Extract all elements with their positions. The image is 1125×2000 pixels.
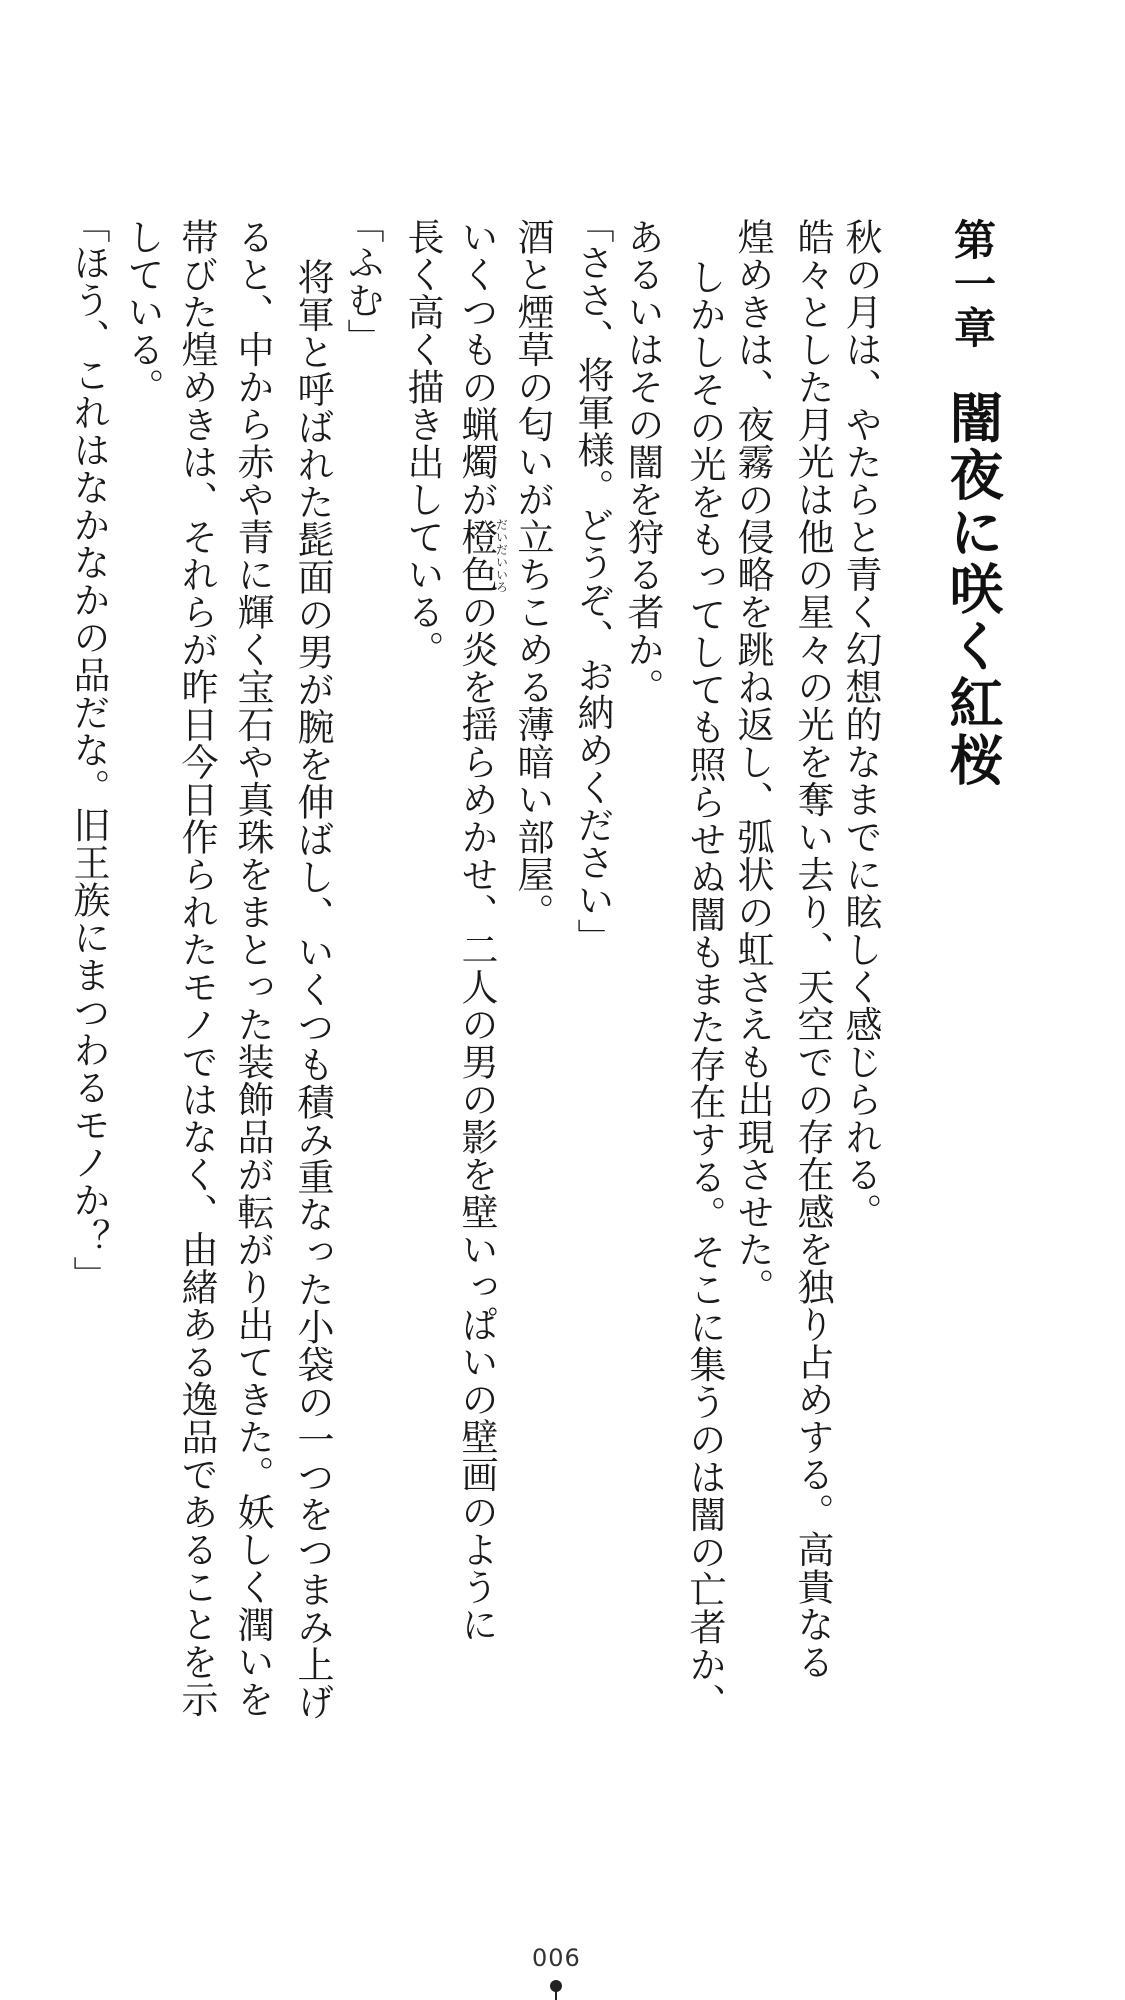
text-line: 酒と煙草の匂いが立ちこめる薄暗い部屋。 <box>511 218 554 931</box>
chapter-label: 第一章 <box>948 218 997 350</box>
text-line: 煌めきは、夜霧の侵略を跳ね返し、弧状の虹さえも出現させた。 <box>731 218 774 1306</box>
chapter-title: 闇夜に咲く紅桜 <box>941 390 1004 789</box>
ruby-word <box>455 518 509 593</box>
ruby-reading: だいだいいろ <box>494 518 509 593</box>
text-line: 長く高く描き出している。 <box>401 218 444 668</box>
ruby-base: 橙色 <box>455 518 498 593</box>
dialogue-line: 「ほう、これはなかなかの品だな。旧王族にまつわるモノか？」 <box>67 206 110 1294</box>
chapter-heading <box>941 218 1004 789</box>
text-line: しかしその光をもってしても照らせぬ闇もまた存在する。そこに集うのは闇の亡者か、 <box>683 258 726 1721</box>
text-line: 将軍と呼ばれた髭面の男が腕を伸ばし、いくつも積み重なった小袋の一つをつまみ上げ <box>291 258 334 1721</box>
text-line: 帯びた煌めきは、それらが昨日今日作られたモノではなく、由緒ある逸品であることを示 <box>175 218 218 1718</box>
text-line: 秋の月は、やたらと青く幻想的なまでに眩しく感じられる。 <box>839 218 882 1231</box>
dialogue-line: 「ふむ」 <box>341 206 384 356</box>
page-marker-stem <box>555 1990 557 2000</box>
text-line: 皓々とした月光は他の星々の光を奪い去り、天空での存在感を独り占めする。高貴なる <box>791 218 834 1681</box>
page-number: 006 <box>532 1944 581 1972</box>
dialogue-line: 「ささ、将軍様。どうぞ、お納めください」 <box>571 206 614 956</box>
ruby-line-before: いくつもの蝋燭が <box>455 218 498 518</box>
text-line-with-ruby <box>455 218 509 1643</box>
text-line: ると、中から赤や青に輝く宝石や真珠をまとった装飾品が転がり出てきた。妖しく潤いを <box>231 218 274 1718</box>
ruby-line-after: の炎を揺らめかせ、二人の男の影を壁いっぱいの壁画のように <box>455 593 498 1643</box>
text-line: あるいはその闇を狩る者か。 <box>621 218 664 706</box>
text-line: している。 <box>121 218 164 406</box>
